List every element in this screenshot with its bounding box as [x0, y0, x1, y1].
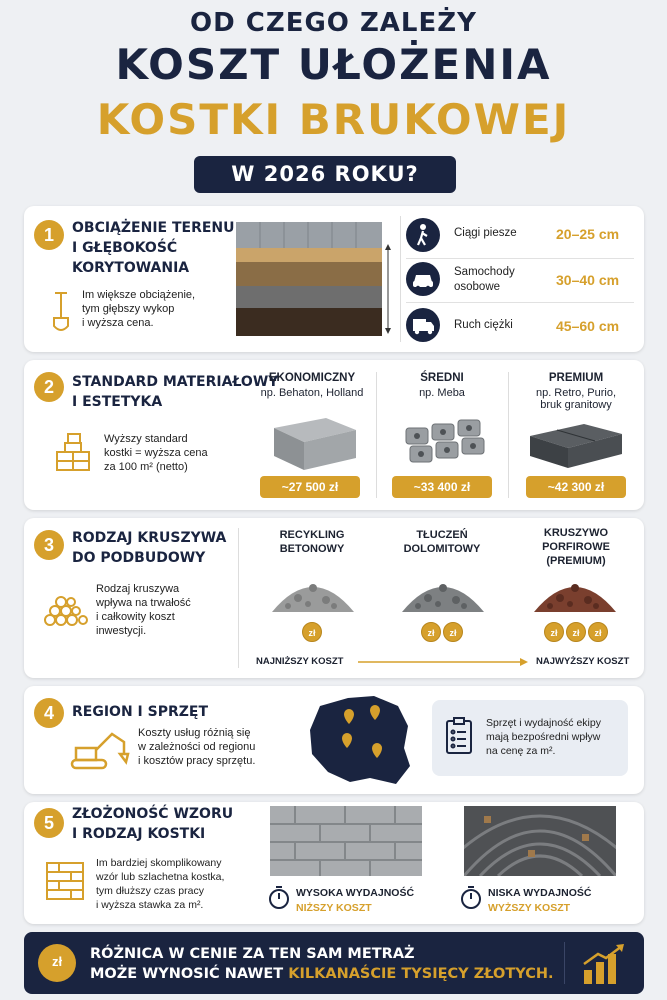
- tier-premium: PREMIUM np. Retro, Purio, bruk granitowy: [535, 372, 617, 411]
- money-bag-icon: zł: [38, 944, 76, 982]
- paver-slab-image: [266, 412, 362, 476]
- section-1-card: [24, 206, 644, 352]
- tier-ekonomiczny: EKONOMICZNY np. Behaton, Holland: [260, 372, 364, 399]
- truck-icon: [406, 308, 440, 342]
- bricks-icon: [54, 432, 94, 472]
- checklist-icon: [444, 716, 474, 756]
- aggregate-type: TŁUCZEŃ DOLOMITOWY: [403, 529, 481, 555]
- low-efficiency-label: NISKA WYDAJNOŚĆ WYŻSZY KOSZT: [488, 887, 592, 914]
- section-4-desc: Koszty usług różnią się w zależności od regionu i kosztów pracy sprzętu.: [138, 727, 256, 767]
- row-value: 30–40 cm: [556, 272, 620, 288]
- section-number: 1: [34, 220, 64, 250]
- cobblestone-arc-image: [464, 806, 616, 876]
- section-1-desc: Im większe obciążenie, tym głębszy wykop i wyższa cena.: [82, 289, 196, 329]
- aggregate-type: RECYKLING BETONOWY: [279, 529, 345, 555]
- price-tag: ~27 500 zł: [260, 476, 360, 498]
- footer-text: RÓŻNICA W CENIE ZA TEN SAM METRAŻ MOŻE WYNOSIĆ NAWET KILKANAŚCIE TYSIĘCY ZŁOTYCH.: [90, 946, 554, 982]
- cost-coins: zł zł: [380, 622, 504, 642]
- note-box: [432, 700, 628, 776]
- section-3-title: RODZAJ KRUSZYWA DO PODBUDOWY: [72, 530, 227, 566]
- row-label: Samochody osobowe: [454, 266, 515, 293]
- header-line-3: KOSTKI BRUKOWEJ: [96, 95, 571, 144]
- rectangular-paving-image: [270, 806, 422, 876]
- stopwatch-icon: [268, 884, 290, 910]
- section-number: 4: [34, 698, 64, 728]
- poland-map-image: [304, 692, 414, 788]
- growth-chart-icon: [580, 942, 628, 986]
- section-2-card: [24, 360, 644, 510]
- high-efficiency-label: WYSOKA WYDAJNOŚĆ NIŻSZY KOSZT: [296, 887, 415, 914]
- tier-sredni: ŚREDNI np. Meba: [419, 372, 465, 399]
- ground-layers-image: [234, 220, 394, 340]
- section-3-card: [24, 518, 644, 678]
- section-number: 3: [34, 530, 64, 560]
- aggregate-type: KRUSZYWO PORFIROWE (PREMIUM): [542, 527, 610, 567]
- row-value: 20–25 cm: [556, 226, 620, 242]
- dolomite-gravel-image: [398, 568, 488, 614]
- section-2-desc: Wyższy standard kostki = wyższa cena za 100 m² (netto): [104, 433, 208, 473]
- year-badge: W 2026 ROKU?: [194, 156, 456, 193]
- row-value: 45–60 cm: [556, 318, 620, 334]
- header-line-2: KOSZT UŁOŻENIA: [115, 40, 552, 89]
- shovel-icon: [48, 290, 74, 334]
- header-line-1: OD CZEGO ZALEŻY: [190, 8, 477, 38]
- car-icon: [406, 262, 440, 296]
- section-1-title: OBCIĄŻENIE TERENU I GŁĘBOKOŚĆ KORYTOWANIA: [72, 220, 235, 276]
- section-4-card: [24, 686, 644, 794]
- row-label: Ciągi piesze: [454, 227, 517, 239]
- cost-coins: zł: [250, 622, 374, 642]
- footer-banner: [24, 932, 644, 994]
- stopwatch-icon: [460, 884, 482, 910]
- section-5-desc: Im bardziej skomplikowany wzór lub szlachetna kostka, tym dłuższy czas pracy i wyższa stawka za m².: [96, 857, 225, 911]
- cost-coins: zł zł zł: [512, 622, 640, 642]
- section-number: 2: [34, 372, 64, 402]
- section-5-card: [24, 802, 644, 924]
- granite-paver-image: [526, 418, 626, 476]
- gravel-pile-icon: [40, 592, 88, 628]
- excavator-icon: [66, 728, 130, 772]
- price-tag: ~42 300 zł: [526, 476, 626, 498]
- paver-blocks-image: [396, 412, 492, 476]
- section-5-title: ZŁOŻONOŚĆ WZORU I RODZAJ KOSTKI: [72, 806, 234, 842]
- section-3-desc: Rodzaj kruszywa wpływa na trwałość i całkowity koszt inwestycji.: [96, 583, 191, 637]
- concrete-gravel-image: [268, 568, 358, 614]
- section-2-title: STANDARD MATERIAŁOWY I ESTETYKA: [72, 374, 279, 410]
- section-4-title: REGION I SPRZĘT: [72, 704, 209, 720]
- row-label: Ruch ciężki: [454, 319, 513, 331]
- arrow-right-icon: [356, 656, 530, 668]
- pedestrian-icon: [406, 218, 440, 252]
- section-number: 5: [34, 808, 64, 838]
- porphyry-gravel-image: [530, 568, 620, 614]
- paving-pattern-icon: [44, 860, 86, 902]
- lowest-cost-label: NAJNIŻSZY KOSZT: [256, 656, 344, 667]
- note-text: Sprzęt i wydajność ekipy mają bezpośredni wpływ na cenę za m².: [486, 717, 601, 757]
- price-tag: ~33 400 zł: [392, 476, 492, 498]
- highest-cost-label: NAJWYŻSZY KOSZT: [536, 656, 630, 667]
